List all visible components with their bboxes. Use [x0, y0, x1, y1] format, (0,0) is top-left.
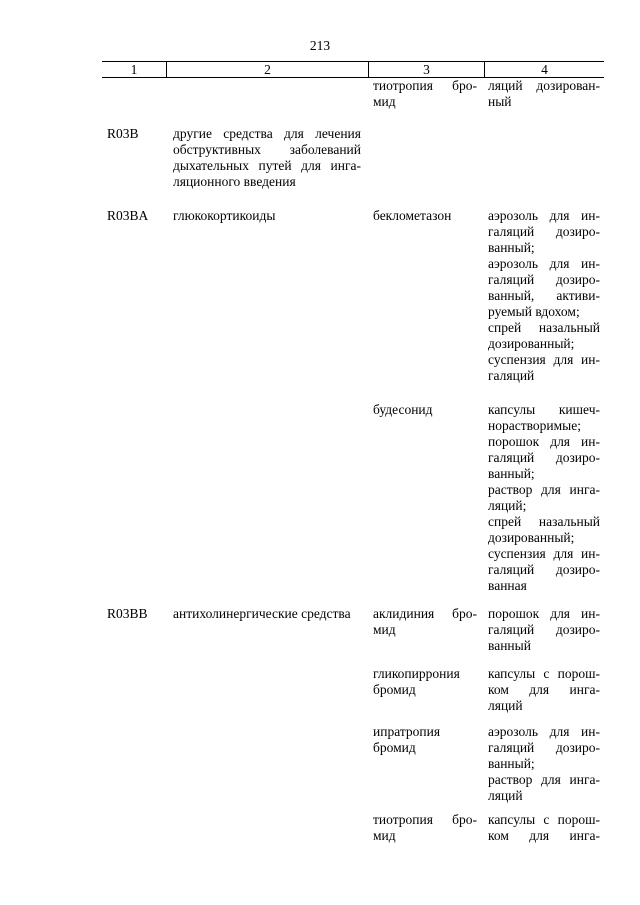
- text-line: галяций: [488, 368, 535, 383]
- word: тиотропия: [373, 812, 433, 827]
- table-row-form: [488, 208, 600, 384]
- text-line: [173, 158, 361, 174]
- word: бро-: [452, 812, 477, 827]
- text-line: ипратропия: [373, 724, 441, 739]
- word: другие: [173, 126, 212, 141]
- word: дозиро-: [555, 224, 600, 239]
- text-line: дозированный;: [488, 336, 575, 351]
- table-row-form: [488, 402, 600, 594]
- table-row-code: R03BA: [107, 208, 149, 223]
- text-line: ванный;: [488, 466, 535, 481]
- word: для: [541, 772, 561, 787]
- text-line: ный: [488, 94, 512, 109]
- text-line: [488, 402, 600, 418]
- header-col-3: 3: [369, 62, 485, 77]
- word: порош-: [557, 666, 600, 681]
- text-line: [488, 562, 600, 578]
- word: дыхательных: [173, 158, 249, 173]
- word: аэрозоль: [488, 256, 539, 271]
- text-line: [488, 606, 600, 622]
- word: галяций: [488, 450, 535, 465]
- word: галяций: [488, 740, 535, 755]
- word: ин-: [581, 606, 600, 621]
- word: ком: [488, 682, 509, 697]
- text-line: [488, 740, 600, 756]
- table-row-inn: [373, 402, 477, 418]
- text-line: [488, 320, 600, 336]
- word: назальный: [538, 320, 600, 335]
- text-line: мид: [373, 94, 396, 109]
- word: для: [301, 158, 321, 173]
- word: с: [543, 666, 550, 681]
- text-line: норастворимые;: [488, 418, 581, 433]
- word: инга-: [569, 682, 600, 697]
- text-line: [488, 78, 600, 94]
- table-row-form: [488, 78, 600, 110]
- table-row-form: [488, 606, 600, 654]
- word: инга-: [569, 772, 600, 787]
- table-row-form: [488, 812, 600, 844]
- text-line: [173, 126, 361, 142]
- header-col-2: 2: [167, 62, 369, 77]
- text-line: [488, 666, 600, 682]
- word: инга-: [569, 482, 600, 497]
- word: дозирован-: [536, 78, 600, 93]
- word: раствор: [488, 772, 533, 787]
- text-line: [488, 288, 600, 304]
- table-row-name: [173, 208, 361, 224]
- word: дозиро-: [555, 272, 600, 287]
- word: ванный,: [488, 288, 535, 303]
- word: порошок: [488, 434, 540, 449]
- text-line: [488, 772, 600, 788]
- header-col-1: 1: [102, 62, 167, 77]
- text-line: [373, 606, 477, 622]
- table-row-inn: [373, 724, 477, 756]
- table-row-inn: [373, 812, 477, 844]
- text-line: глюкокортикоиды: [173, 208, 276, 223]
- table-row-code: R03B: [107, 126, 139, 141]
- text-line: руемый вдохом;: [488, 304, 580, 319]
- word: дозиро-: [555, 622, 600, 637]
- text-line: ляционного введения: [173, 174, 296, 189]
- word: бро-: [452, 78, 477, 93]
- table-row-inn: [373, 666, 477, 698]
- table-row-code: R03BB: [107, 606, 148, 621]
- word: аэрозоль: [488, 724, 539, 739]
- word: для: [550, 434, 571, 449]
- word: для: [529, 828, 550, 843]
- page-number: 213: [309, 38, 331, 53]
- word: галяций: [488, 622, 535, 637]
- table-row-name: [173, 126, 361, 190]
- word: тиотропия: [373, 78, 433, 93]
- word: для: [550, 606, 571, 621]
- word: галяций: [488, 272, 535, 287]
- word: галяций: [488, 224, 535, 239]
- text-line: мид: [373, 622, 396, 637]
- table-row-inn: [373, 78, 477, 110]
- text-line: [488, 682, 600, 698]
- word: заболеваний: [289, 142, 361, 157]
- text-line: [488, 724, 600, 740]
- word: ин-: [581, 256, 600, 271]
- text-line: будесонид: [373, 402, 433, 417]
- text-line: антихолинергические средства: [173, 606, 351, 621]
- text-line: [488, 546, 600, 562]
- word: аклидиния: [373, 606, 435, 621]
- word: ляций: [488, 78, 523, 93]
- word: суспензия: [488, 546, 546, 561]
- word: для: [541, 482, 561, 497]
- text-line: [488, 272, 600, 288]
- table-row-inn: [373, 208, 477, 224]
- word: галяций: [488, 562, 535, 577]
- word: ин-: [581, 434, 600, 449]
- word: порош-: [557, 812, 600, 827]
- text-line: ванная: [488, 578, 527, 593]
- text-line: [488, 208, 600, 224]
- text-line: [488, 352, 600, 368]
- table-header: [102, 61, 604, 78]
- text-line: [488, 482, 600, 498]
- table-row-form: [488, 666, 600, 714]
- word: лечения: [315, 126, 361, 141]
- word: капсулы: [488, 812, 536, 827]
- word: инга-: [569, 828, 600, 843]
- text-line: [488, 622, 600, 638]
- word: капсулы: [488, 666, 536, 681]
- text-line: бромид: [373, 740, 416, 755]
- text-line: [173, 142, 361, 158]
- text-line: [488, 256, 600, 272]
- word: капсулы: [488, 402, 536, 417]
- word: для: [549, 208, 570, 223]
- word: средства: [223, 126, 273, 141]
- word: активи-: [556, 288, 600, 303]
- text-line: ляций;: [488, 498, 527, 513]
- word: с: [543, 812, 550, 827]
- word: обструктивных: [173, 142, 261, 157]
- text-line: [373, 78, 477, 94]
- word: для: [553, 546, 574, 561]
- text-line: [488, 828, 600, 844]
- text-line: ванный;: [488, 756, 535, 771]
- word: спрей: [488, 514, 522, 529]
- text-line: гликопиррония: [373, 666, 460, 681]
- text-line: ляций: [488, 788, 523, 803]
- text-line: беклометазон: [373, 208, 452, 223]
- table-row-form: [488, 724, 600, 804]
- word: кишеч-: [558, 402, 600, 417]
- table-row-inn: [373, 606, 477, 638]
- word: для: [529, 682, 550, 697]
- text-line: ванный;: [488, 240, 535, 255]
- text-line: [488, 450, 600, 466]
- header-col-4: 4: [541, 62, 548, 77]
- word: бро-: [452, 606, 477, 621]
- word: для: [549, 724, 570, 739]
- word: суспензия: [488, 352, 546, 367]
- word: для: [284, 126, 304, 141]
- text-line: ванный: [488, 638, 531, 653]
- word: дозиро-: [555, 562, 600, 577]
- text-line: дозированный;: [488, 530, 575, 545]
- word: раствор: [488, 482, 533, 497]
- text-line: [488, 514, 600, 530]
- text-line: мид: [373, 828, 396, 843]
- word: ин-: [581, 724, 600, 739]
- word: ком: [488, 828, 509, 843]
- word: дозиро-: [555, 450, 600, 465]
- word: для: [549, 256, 570, 271]
- word: ин-: [581, 546, 600, 561]
- text-line: [488, 224, 600, 240]
- word: путей: [258, 158, 292, 173]
- table-row-name: [173, 606, 361, 622]
- word: для: [553, 352, 574, 367]
- word: дозиро-: [555, 740, 600, 755]
- word: ин-: [581, 208, 600, 223]
- word: инга-: [330, 158, 361, 173]
- text-line: бромид: [373, 682, 416, 697]
- word: спрей: [488, 320, 522, 335]
- text-line: [488, 434, 600, 450]
- text-line: [373, 812, 477, 828]
- word: аэрозоль: [488, 208, 539, 223]
- word: назальный: [538, 514, 600, 529]
- text-line: ляций: [488, 698, 523, 713]
- text-line: [488, 812, 600, 828]
- word: порошок: [488, 606, 540, 621]
- word: ин-: [581, 352, 600, 367]
